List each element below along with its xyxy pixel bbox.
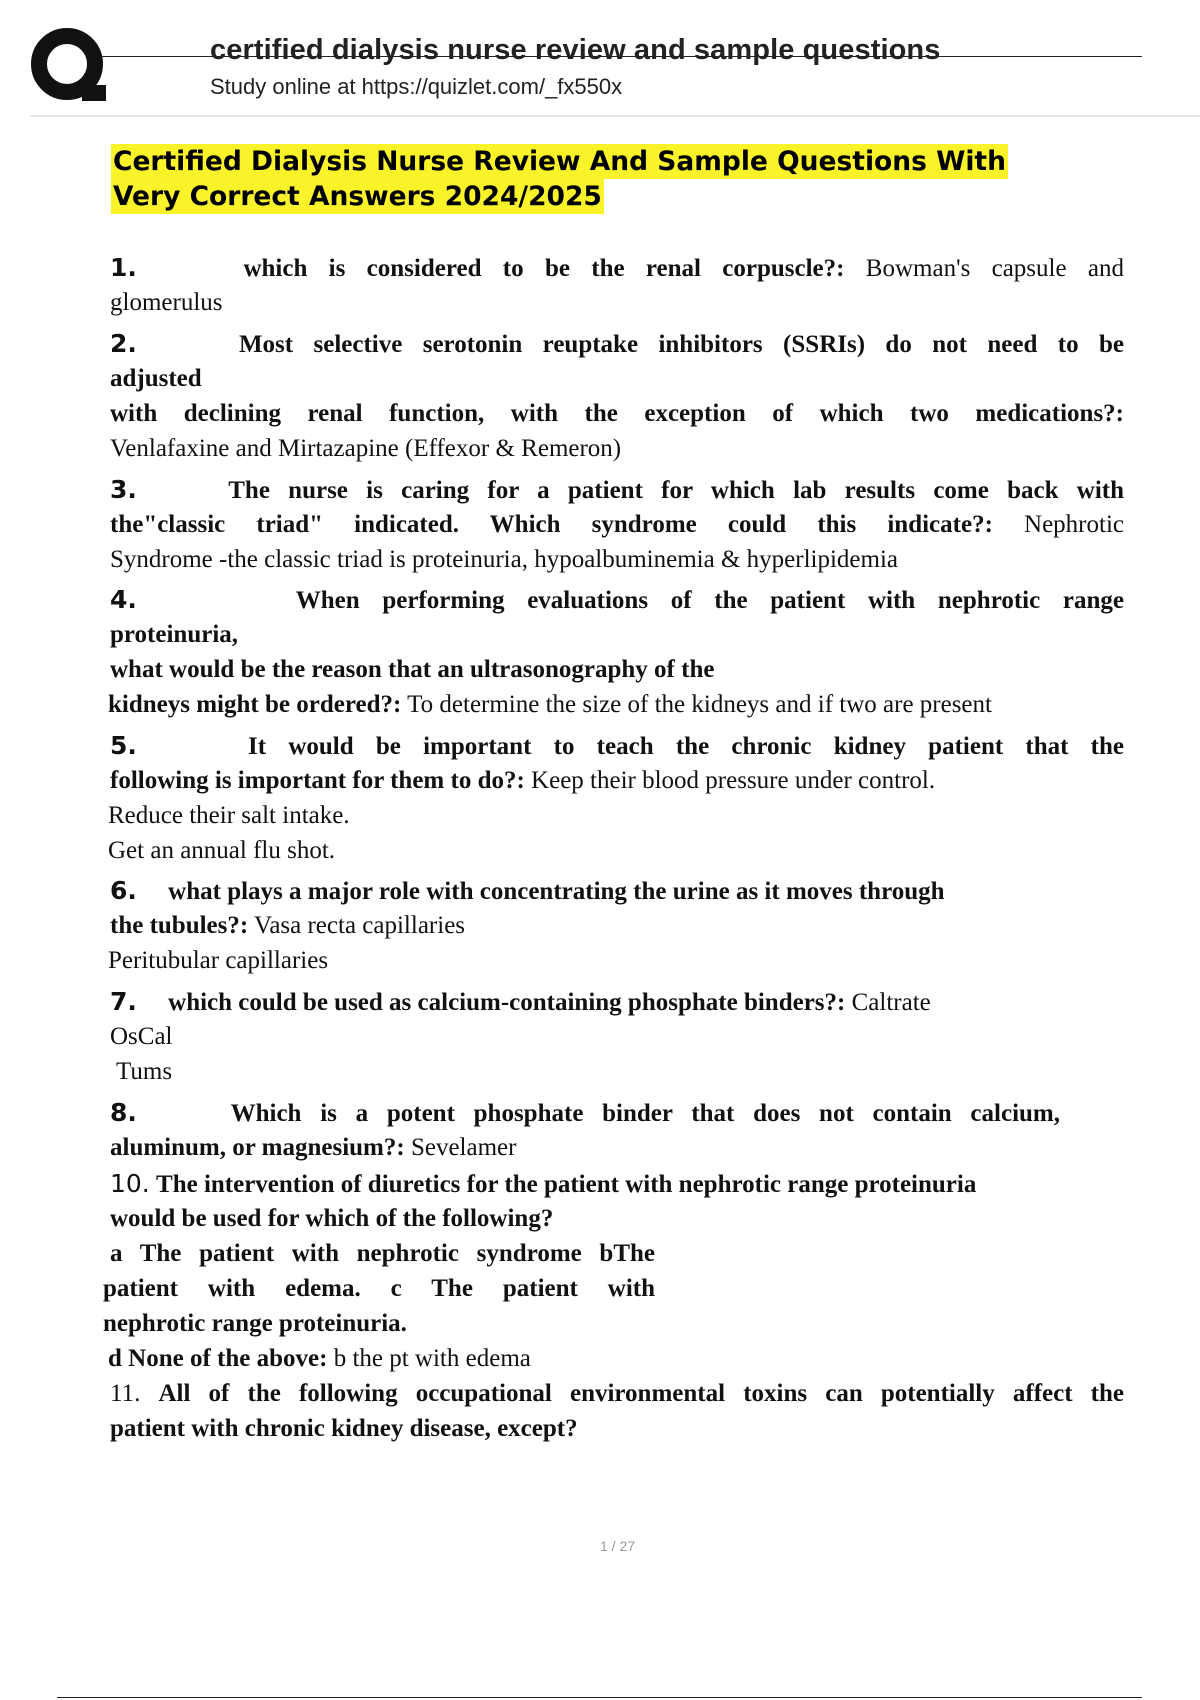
question-number: 6. — [110, 876, 137, 905]
question-3-answer: Syndrome -the classic triad is proteinuria, hypoalbuminemia & hyperlipidemia — [110, 546, 899, 573]
question-text: d None of the above: — [108, 1345, 328, 1372]
question-number: 3. — [110, 475, 137, 504]
question-6-line-1 — [110, 873, 945, 909]
answer-text: b the pt with edema — [333, 1345, 531, 1372]
question-4-line-1 — [110, 582, 1124, 618]
question-text: what plays a major role with concentrating the urine as it moves through — [168, 878, 945, 905]
title-line-2: Very Correct Answers 2024/2025 — [113, 181, 602, 212]
question-text: kidneys might be ordered?: — [108, 691, 402, 718]
question-text: The nurse is caring for a patient for which lab results come back with — [228, 477, 1125, 504]
title-line-1: Certified Dialysis Nurse Review And Sample Questions With — [113, 146, 1006, 177]
question-6-line-2 — [110, 908, 465, 943]
header-divider — [30, 115, 1200, 117]
question-text: the tubules?: — [110, 912, 249, 939]
question-8-line-2 — [110, 1130, 516, 1165]
question-8-line-1 — [110, 1095, 1060, 1131]
question-text: The intervention of diuretics for the patient with nephrotic range proteinuria — [156, 1171, 977, 1198]
question-7-answer-2: OsCal — [110, 1023, 173, 1050]
question-number: 10. — [110, 1169, 150, 1198]
answer-text: Caltrate — [851, 989, 931, 1016]
question-2-line-1 — [110, 326, 1124, 362]
question-10-option-c: nephrotic range proteinuria. — [103, 1310, 407, 1337]
question-text: Most selective serotonin reuptake inhibitors (SSRIs) do not need to be — [238, 331, 1125, 358]
answer-text: Keep their blood pressure under control. — [531, 767, 936, 794]
question-1-answer: glomerulus — [110, 289, 223, 316]
page-indicator: 1 / 27 — [599, 1538, 636, 1554]
question-3-line-1 — [110, 472, 1124, 508]
question-text: following is important for them to do?: — [110, 767, 525, 794]
question-text: the"classic triad" indicated. Which syndrome could this indicate?: — [110, 511, 993, 538]
question-number: 2. — [110, 329, 137, 358]
answer-text: To determine the size of the kidneys and if two are present — [407, 691, 992, 718]
question-number: 4. — [110, 585, 137, 614]
question-7-line-1 — [110, 984, 931, 1020]
footer-divider — [57, 1697, 1142, 1698]
header-subtitle: Study online at https://quizlet.com/_fx550x — [210, 74, 623, 99]
question-4-line-3: what would be the reason that an ultrasonography of the — [110, 656, 715, 683]
question-number: 1. — [110, 253, 137, 282]
question-text: which is considered to be the renal corpuscle?: — [243, 255, 845, 282]
answer-text: Vasa recta capillaries — [254, 912, 466, 939]
question-10-line-1 — [110, 1166, 1110, 1202]
question-number: 11. — [110, 1380, 141, 1407]
question-number: 8. — [110, 1098, 137, 1127]
question-2-line-3: with declining renal function, with the exception of which two medications?: — [110, 400, 1124, 427]
question-11-line-2: patient with chronic kidney disease, except? — [110, 1415, 578, 1442]
question-2-answer: Venlafaxine and Mirtazapine (Effexor & Remeron) — [110, 435, 622, 462]
question-5-answer-3: Get an annual flu shot. — [108, 837, 336, 864]
question-text: which could be used as calcium-containing phosphate binders?: — [168, 989, 846, 1016]
question-5-answer-2: Reduce their salt intake. — [108, 802, 350, 829]
answer-text: Bowman's capsule and — [865, 255, 1124, 282]
quizlet-logo-icon — [30, 27, 110, 114]
question-5-line-1 — [110, 728, 1124, 764]
question-number: 5. — [110, 731, 137, 760]
question-7-answer-3: Tums — [116, 1058, 173, 1085]
question-4-line-4 — [108, 687, 992, 722]
question-text: aluminum, or magnesium?: — [110, 1134, 405, 1161]
question-5-line-2 — [110, 763, 935, 798]
question-number: 7. — [110, 987, 137, 1016]
question-text: Which is a potent phosphate binder that does not contain calcium, — [230, 1100, 1060, 1127]
document-title — [111, 144, 1008, 214]
question-10-option-a: a The patient with nephrotic syndrome bThe — [110, 1240, 655, 1267]
question-10-option-d — [108, 1341, 531, 1376]
question-11-line-1 — [110, 1376, 1124, 1411]
question-10-line-2: would be used for which of the following? — [110, 1205, 554, 1232]
question-text: When performing evaluations of the patient with nephrotic range — [295, 587, 1124, 614]
question-2-line-2: adjusted — [110, 365, 202, 392]
answer-text: Nephrotic — [1024, 511, 1124, 538]
question-10-option-b: patient with edema. c The patient with — [103, 1275, 655, 1302]
question-text: All of the following occupational environmental toxins can potentially affect the — [158, 1380, 1125, 1407]
header-title: certified dialysis nurse review and sample questions — [210, 34, 941, 66]
question-text: It would be important to teach the chronic kidney patient that the — [248, 733, 1125, 760]
answer-text: Sevelamer — [410, 1134, 517, 1161]
question-6-answer-2: Peritubular capillaries — [108, 947, 329, 974]
question-1-line-1 — [110, 250, 1124, 286]
question-3-line-2 — [110, 507, 1124, 542]
question-4-line-2: proteinuria, — [110, 621, 239, 648]
